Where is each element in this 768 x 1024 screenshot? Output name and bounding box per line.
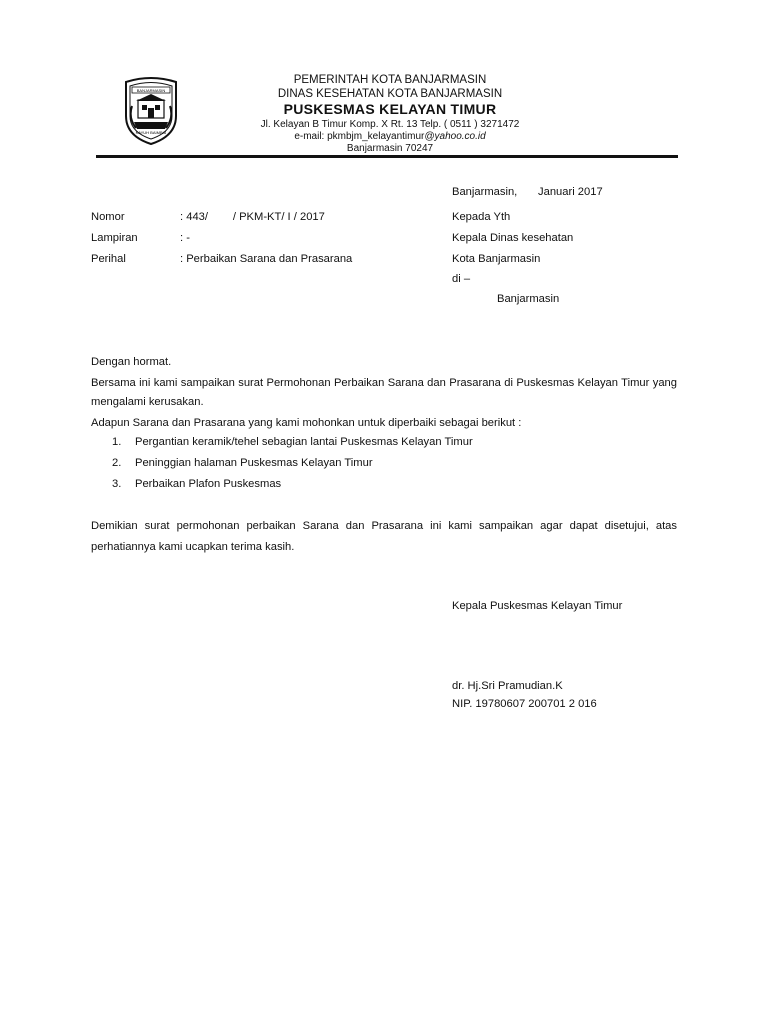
svg-text:BANJARMASIN: BANJARMASIN [136, 88, 166, 93]
email-local: e-mail: pkmbjm_kelayantimur [294, 131, 425, 142]
nomor-value: : 443/ / PKM-KT/ I / 2017 [180, 211, 325, 223]
svg-text:KAYUH BAIMBAI: KAYUH BAIMBAI [135, 130, 167, 135]
list-item-3-text: Perbaikan Plafon Puskesmas [135, 478, 282, 490]
list-item-2-number: 2. [112, 457, 122, 469]
recipient-line-4: di – [452, 273, 471, 285]
letterhead-divider [96, 155, 678, 158]
email-domain: @yahoo.co.id [424, 131, 486, 142]
lampiran-value: : - [180, 232, 190, 244]
letterhead-government: PEMERINTAH KOTA BANJARMASIN [293, 74, 487, 86]
body-paragraph-1: Bersama ini kami sampaikan surat Permohonan Perbaikan Sarana dan Prasarana di Puskesmas Kelayan Timur yang mengalami kerusakan. [91, 377, 677, 408]
letterhead-department: DINAS KESEHATAN KOTA BANJARMASIN [277, 88, 503, 100]
signature-title: Kepala Puskesmas Kelayan Timur [452, 600, 623, 612]
perihal-value: : Perbaikan Sarana dan Prasarana [180, 253, 353, 265]
list-item-2-text: Peninggian halaman Puskesmas Kelayan Timur [135, 457, 373, 469]
recipient-line-5: Banjarmasin [497, 293, 560, 305]
closing-paragraph: Demikian surat permohonan perbaikan Sarana dan Prasarana ini kami sampaikan agar dapat disetujui, atas perhatiannya kami ucapkan terima kasih. [91, 520, 677, 553]
letterhead-email [200, 131, 580, 142]
lampiran-label: Lampiran [91, 232, 138, 244]
date-month-year: Januari 2017 [538, 186, 603, 198]
perihal-label: Perihal [91, 253, 126, 265]
recipient-line-2: Kepala Dinas kesehatan [452, 232, 574, 244]
greeting: Dengan hormat. [91, 356, 172, 368]
letterhead-institution: PUSKESMAS KELAYAN TIMUR [283, 101, 497, 117]
letterhead-city-zip: Banjarmasin 70247 [346, 143, 434, 154]
date-place: Banjarmasin, [452, 186, 518, 198]
body-paragraph-2: Adapun Sarana dan Prasarana yang kami mohonkan untuk diperbaiki sebagai berikut : [91, 417, 522, 429]
nomor-label: Nomor [91, 211, 125, 223]
letterhead-address: Jl. Kelayan B Timur Komp. X Rt. 13 Telp. ( 0511 ) 3271472 [260, 119, 520, 130]
list-item-3-number: 3. [112, 478, 122, 490]
list-item-1-text: Pergantian keramik/tehel sebagian lantai Puskesmas Kelayan Timur [135, 436, 473, 448]
city-emblem-logo [118, 76, 184, 146]
list-item-1-number: 1. [112, 436, 122, 448]
signatory-name: dr. Hj.Sri Pramudian.K [452, 680, 563, 692]
recipient-line-1: Kepada Yth [452, 211, 511, 223]
recipient-line-3: Kota Banjarmasin [452, 253, 541, 265]
signatory-nip: NIP. 19780607 200701 2 016 [452, 698, 597, 710]
